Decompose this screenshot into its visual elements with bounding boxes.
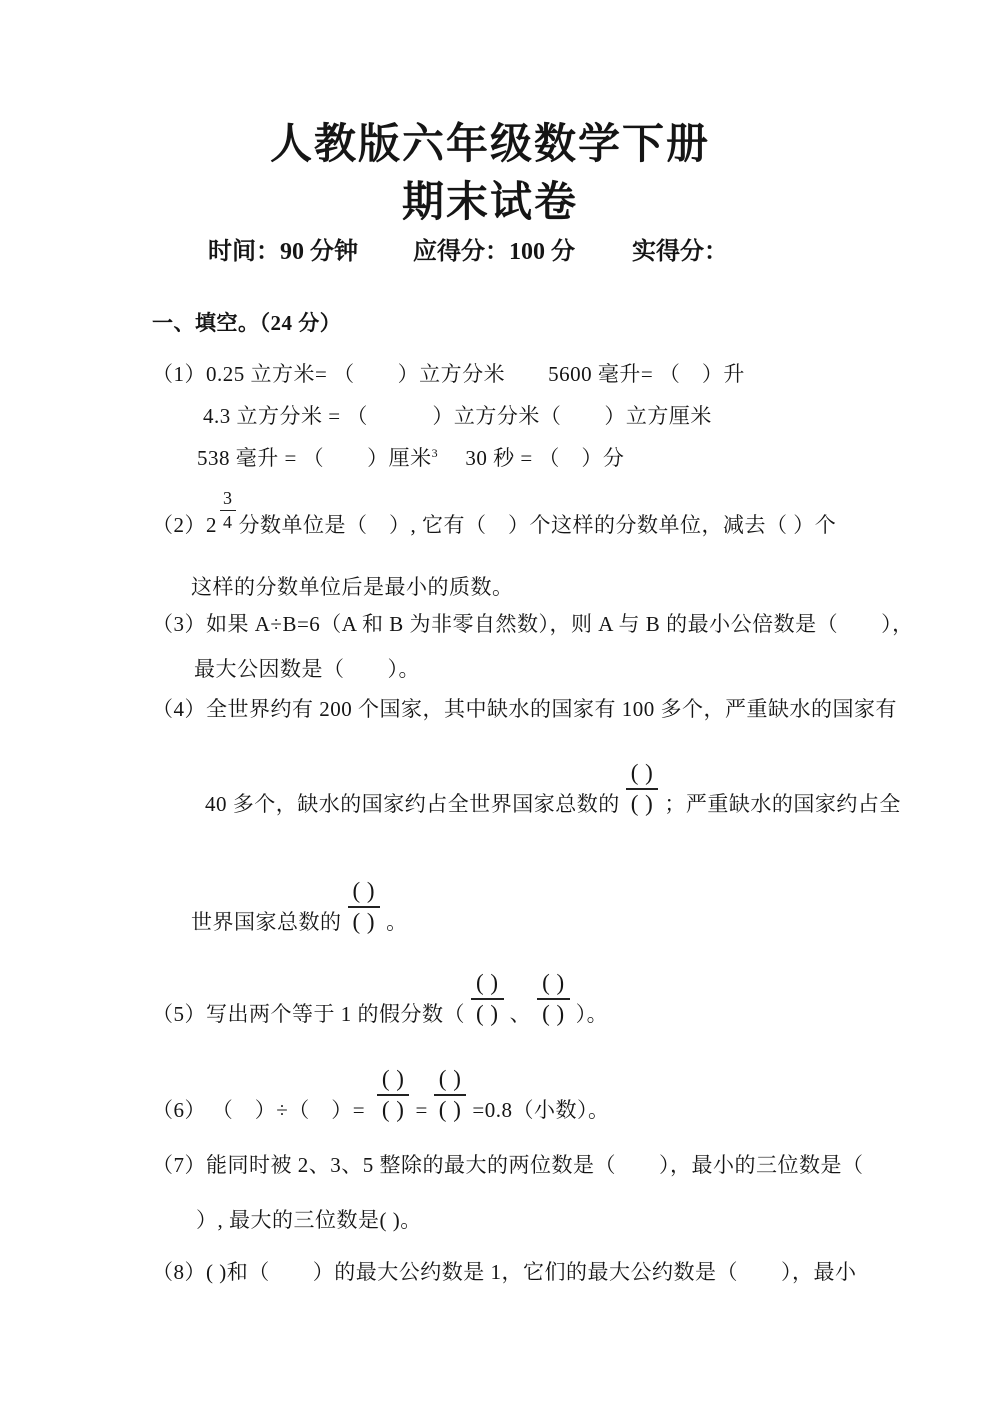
q4-line2-text: 40 多个，缺水的国家约占全世界国家总数的 <box>205 792 620 816</box>
exam-meta-row <box>0 237 1000 269</box>
q3-line2: 最大公因数是（ ）。 <box>194 657 420 681</box>
q5-text: （5）写出两个等于 1 的假分数（ <box>152 1002 465 1026</box>
fraction-denominator-blank: ( ) <box>381 1097 405 1122</box>
q2-rest: 分数单位是（ ）, 它有（ ）个这样的分数单位，减去（ ）个 <box>238 513 837 537</box>
q7-line2: ）, 最大的三位数是( )。 <box>196 1208 422 1232</box>
meta-expected-score: 应得分：100 分 <box>413 239 575 265</box>
fraction-denominator: 4 <box>223 512 233 532</box>
cubic-superscript: 3 <box>431 446 439 460</box>
blank-fraction <box>377 1066 410 1123</box>
q3-line1: （3）如果 A÷B=6（A 和 B 为非零自然数），则 A 与 B 的最小公倍数是（ ）， <box>152 612 914 636</box>
q1-line3-text: 538 毫升 = （ ）厘米 <box>197 446 432 470</box>
meta-time: 时间：90 分钟 <box>208 239 358 265</box>
exam-title-line1: 人教版六年级数学下册 <box>269 122 710 168</box>
blank-fraction <box>626 760 659 817</box>
q4-line2-text-post: ；严重缺水的国家约占全 <box>664 792 901 816</box>
q2-line1 <box>152 488 837 539</box>
blank-fraction <box>434 1066 467 1123</box>
q4-line1: （4）全世界约有 200 个国家，其中缺水的国家有 100 多个，严重缺水的国家有 <box>152 697 897 721</box>
section1-heading: 一、填空。（24 分） <box>152 311 342 335</box>
meta-actual-score: 实得分： <box>632 239 728 265</box>
q2-line2: 这样的分数单位后是最小的质数。 <box>191 575 514 599</box>
q5-text-post: ）。 <box>575 1002 609 1026</box>
q5-line1 <box>152 970 608 1028</box>
q4-line3-text-post: 。 <box>386 910 408 934</box>
q1-line3 <box>197 445 624 472</box>
q6-line1 <box>152 1066 609 1124</box>
q2-prefix: （2）2 <box>152 513 217 537</box>
q5-separator: 、 <box>509 1002 532 1026</box>
q4-line3-text: 世界国家总数的 <box>191 910 342 934</box>
fraction-numerator-blank: ( ) <box>626 760 659 790</box>
fraction-numerator-blank: ( ) <box>471 970 504 1000</box>
q1-line3-text-post: 30 秒 = （ ）分 <box>438 446 625 470</box>
q8-line1: （8）( )和（ ）的最大公约数是 1，它们的最大公约数是（ ），最小 <box>152 1260 857 1284</box>
q6-text-post: =0.8（小数）。 <box>472 1098 610 1122</box>
fraction-numerator-blank: ( ) <box>348 878 381 908</box>
q4-line2 <box>205 760 901 818</box>
fraction-denominator-blank: ( ) <box>438 1097 462 1122</box>
fraction-denominator-blank: ( ) <box>630 791 654 816</box>
fraction-numerator: 3 <box>220 488 236 511</box>
q1-line2: 4.3 立方分米 = （ ）立方分米（ ）立方厘米 <box>203 404 712 428</box>
fraction-denominator-blank: ( ) <box>476 1001 499 1026</box>
blank-fraction <box>471 970 504 1027</box>
fraction-numerator-blank: ( ) <box>537 970 570 1000</box>
q7-line1: （7）能同时被 2、3、5 整除的最大的两位数是（ ），最小的三位数是（ <box>152 1153 864 1177</box>
fraction-numerator-blank: ( ) <box>377 1066 410 1096</box>
fraction-numerator-blank: ( ) <box>434 1066 467 1096</box>
q6-text: （6） （ ）÷（ ）= <box>152 1098 371 1122</box>
q6-equals: = <box>415 1098 428 1122</box>
blank-fraction <box>348 878 381 935</box>
fraction-denominator-blank: ( ) <box>352 909 376 934</box>
blank-fraction <box>537 970 570 1027</box>
q1-line1: （1）0.25 立方米= （ ）立方分米 5600 毫升= （ ）升 <box>152 362 745 386</box>
exam-title-line2: 期末试卷 <box>401 180 578 226</box>
q4-line3 <box>191 878 408 936</box>
mixed-number-fraction <box>220 488 236 533</box>
fraction-denominator-blank: ( ) <box>542 1001 565 1026</box>
